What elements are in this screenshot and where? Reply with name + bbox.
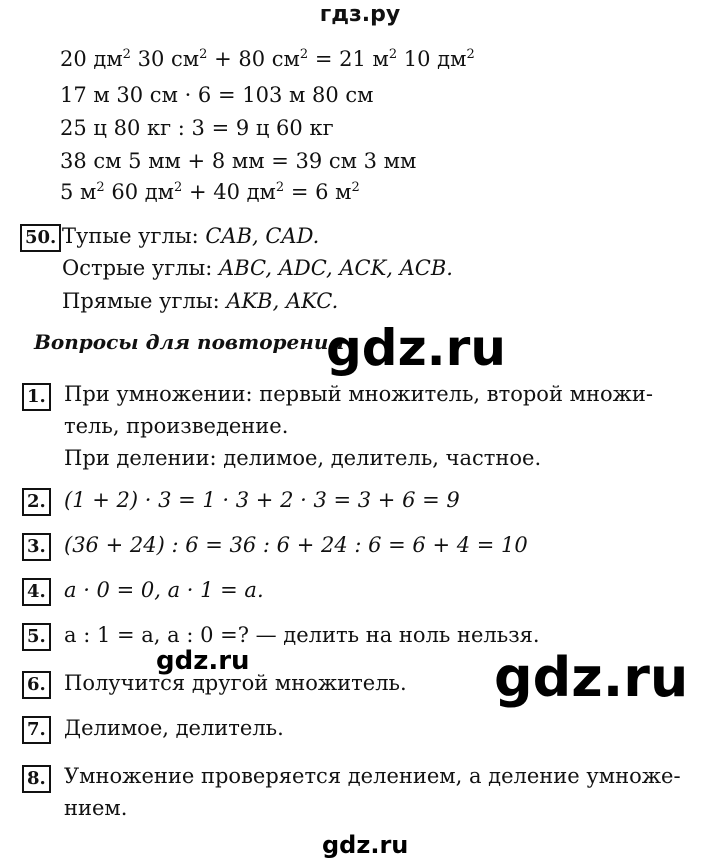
answer-1-line-2: тель, произведение. [64, 414, 289, 438]
answer-1-line-3: При делении: делимое, делитель, частное. [64, 446, 542, 470]
equation-4: 38 см 5 мм + 8 мм = 39 см 3 мм [60, 149, 417, 173]
equation-5: 5 $м^2$ 60 $дм^2 + 40$ $дм^2 = 6$ $м^2$ [60, 180, 360, 204]
question-number-2: 2. [22, 488, 51, 516]
answer-6: Получится другой множитель. [64, 671, 407, 695]
section-title: Вопросы для повторения [34, 330, 345, 354]
watermark-bottom: gdz.ru [322, 831, 409, 859]
obtuse-angles-line: Тупые углы: CAB, CAD. [62, 224, 320, 248]
task-number-50: 50. [20, 224, 61, 252]
question-number-8: 8. [22, 765, 51, 793]
question-number-4: 4. [22, 578, 51, 606]
answer-7: Делимое, делитель. [64, 716, 284, 740]
watermark-small: gdz.ru [156, 646, 250, 676]
answer-2: (1 + 2) · 3 = 1 · 3 + 2 · 3 = 3 + 6 = 9 [64, 488, 460, 512]
answer-1-line-1: При умножении: первый множитель, второй множи- [64, 382, 654, 406]
watermark-large-1: gdz.ru [326, 319, 506, 377]
equation-1: 20 $дм^2$ 30 $см^2 + 80$ $см^2 = 21$ $м^2$ 10 $дм^2$ [60, 47, 475, 71]
question-number-5: 5. [22, 623, 51, 651]
question-number-1: 1. [22, 383, 51, 411]
watermark-large-2: gdz.ru [494, 646, 689, 709]
acute-angles-line: Острые углы: ABC, ADC, ACK, ACB. [62, 256, 453, 280]
answer-8-line-1: Умножение проверяется делением, а деление умноже- [64, 764, 681, 788]
answer-4: a · 0 = 0, a · 1 = a. [64, 578, 264, 602]
answer-5: a : 1 = a, a : 0 =? — делить на ноль нельзя. [64, 623, 540, 647]
question-number-7: 7. [22, 716, 51, 744]
question-number-6: 6. [22, 671, 51, 699]
answer-3: (36 + 24) : 6 = 36 : 6 + 24 : 6 = 6 + 4 = 10 [64, 533, 528, 557]
equation-2: 17 м 30 см · 6 = 103 м 80 см [60, 83, 374, 107]
answer-8-line-2: нием. [64, 796, 128, 820]
right-angles-line: Прямые углы: AKB, AKC. [62, 289, 339, 313]
header-watermark: гдз.ру [319, 2, 401, 27]
equation-3: 25 ц 80 кг : 3 = 9 ц 60 кг [60, 116, 334, 140]
question-number-3: 3. [22, 533, 51, 561]
